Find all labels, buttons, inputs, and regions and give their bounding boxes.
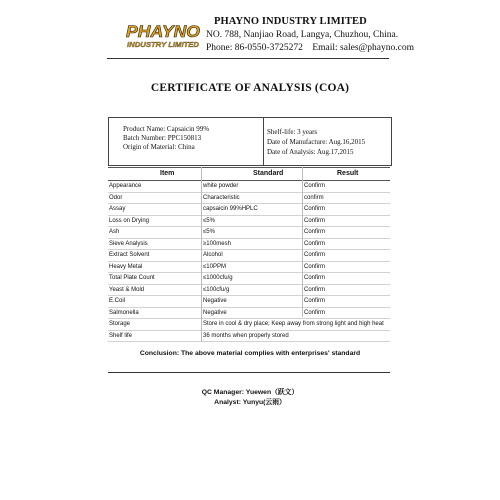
row-standard: 36 months when properly stored bbox=[203, 332, 289, 339]
row-item: Storage bbox=[109, 321, 131, 327]
row-standard: ≤1000cfu/g bbox=[203, 275, 233, 281]
row-result: Confirm bbox=[304, 229, 326, 235]
header-divider bbox=[107, 58, 389, 59]
shelf-life: Shelf-life: 3 years bbox=[267, 128, 318, 136]
row-item: Odor bbox=[109, 194, 123, 201]
column-divider bbox=[302, 167, 303, 317]
row-item: Ash bbox=[109, 229, 120, 235]
row-result: Confirm bbox=[304, 298, 326, 304]
row-item: Sieve Analysis bbox=[109, 240, 148, 247]
company-address: NO. 788, Nanjiao Road, Langya, Chuzhou, China. bbox=[206, 30, 399, 40]
row-result: Confirm bbox=[304, 206, 326, 212]
logo-text-bottom: INDUSTRY LIMITED bbox=[127, 40, 200, 49]
row-result: Confirm bbox=[304, 252, 326, 258]
row-standard: ≤10PPM bbox=[203, 263, 226, 270]
row-standard: Negative bbox=[203, 309, 227, 316]
header-standard: Standard bbox=[253, 170, 284, 177]
table-row bbox=[108, 331, 390, 343]
logo-text-top: PHAYNO bbox=[126, 22, 200, 41]
table-row bbox=[108, 193, 390, 205]
header-item: Item bbox=[160, 170, 175, 177]
table-header-row bbox=[108, 167, 390, 181]
row-result: Confirm bbox=[304, 217, 326, 224]
row-standard: ≤5% bbox=[203, 217, 215, 224]
column-divider bbox=[201, 167, 202, 342]
row-standard: ≥100mesh bbox=[203, 240, 231, 247]
table-row bbox=[108, 308, 390, 320]
table-row bbox=[108, 181, 390, 193]
qc-manager-signature: QC Manager: Yuewen（跃文） bbox=[201, 389, 299, 396]
table-row bbox=[108, 216, 390, 228]
table-row bbox=[108, 239, 390, 251]
product-info-box bbox=[108, 117, 392, 166]
row-item: Heavy Metal bbox=[109, 263, 143, 270]
footer-divider bbox=[108, 372, 390, 373]
row-standard: Characteristic bbox=[203, 194, 240, 201]
table-row bbox=[108, 204, 390, 216]
row-result: Confirm bbox=[304, 309, 326, 316]
row-standard: Alcohol bbox=[203, 252, 223, 258]
row-standard: Store in cool & dry place; Keep away from strong light and high heat bbox=[203, 321, 384, 327]
row-item: E.Coil bbox=[109, 298, 126, 304]
row-result: Confirm bbox=[304, 240, 326, 247]
row-standard: ≤5% bbox=[203, 229, 215, 235]
row-result: Confirm bbox=[304, 183, 326, 189]
product-name: Product Name: Capsaicin 99% bbox=[123, 125, 210, 133]
row-standard: Negative bbox=[203, 298, 227, 304]
manufacture-date: Date of Manufacture: Aug.16,2015 bbox=[267, 138, 366, 146]
info-box-divider bbox=[263, 118, 264, 165]
row-result: Confirm bbox=[304, 275, 326, 281]
row-item: Salmonella bbox=[109, 309, 139, 316]
document-title: CERTIFICATE OF ANALYSIS (COA) bbox=[150, 82, 350, 94]
row-standard: white powder bbox=[203, 183, 239, 189]
table-row bbox=[108, 296, 390, 308]
analysis-date: Date of Analysis: Aug.17,2015 bbox=[267, 148, 354, 156]
table-row bbox=[108, 250, 390, 262]
row-standard: capsaicin 99%HPLC bbox=[203, 206, 258, 212]
conclusion: Conclusion: The above material complies with enterprises' standard bbox=[139, 350, 361, 357]
company-contact: Phone: 86-0550-3725272 Email: sales@phayno.com bbox=[206, 43, 414, 53]
batch-number: Batch Number: PPC150813 bbox=[123, 134, 202, 142]
row-standard: ≤100cfu/g bbox=[203, 286, 230, 293]
analysis-table bbox=[108, 167, 390, 342]
table-row bbox=[108, 285, 390, 297]
header-result: Result bbox=[337, 170, 359, 177]
row-item: Shelf life bbox=[109, 332, 133, 339]
table-row bbox=[108, 227, 390, 239]
table-row bbox=[108, 262, 390, 274]
origin-of-material: Origin of Material: China bbox=[123, 143, 195, 151]
row-result: Confirm bbox=[304, 263, 326, 270]
row-item: Extract Solvent bbox=[109, 252, 150, 258]
company-logo bbox=[124, 20, 204, 50]
analyst-signature: Analyst: Yunyu(云雨） bbox=[214, 399, 286, 406]
table-row bbox=[108, 319, 390, 331]
row-item: Assay bbox=[109, 206, 126, 212]
table-body bbox=[108, 181, 390, 342]
company-name: PHAYNO INDUSTRY LIMITED bbox=[214, 16, 367, 27]
row-item: Appearance bbox=[109, 183, 142, 189]
table-row bbox=[108, 273, 390, 285]
row-result: confirm bbox=[304, 194, 324, 201]
row-result: Confirm bbox=[304, 286, 326, 293]
row-item: Loss on Drying bbox=[109, 217, 150, 224]
row-item: Yeast & Mold bbox=[109, 286, 145, 293]
row-item: Total Plate Count bbox=[109, 275, 155, 281]
